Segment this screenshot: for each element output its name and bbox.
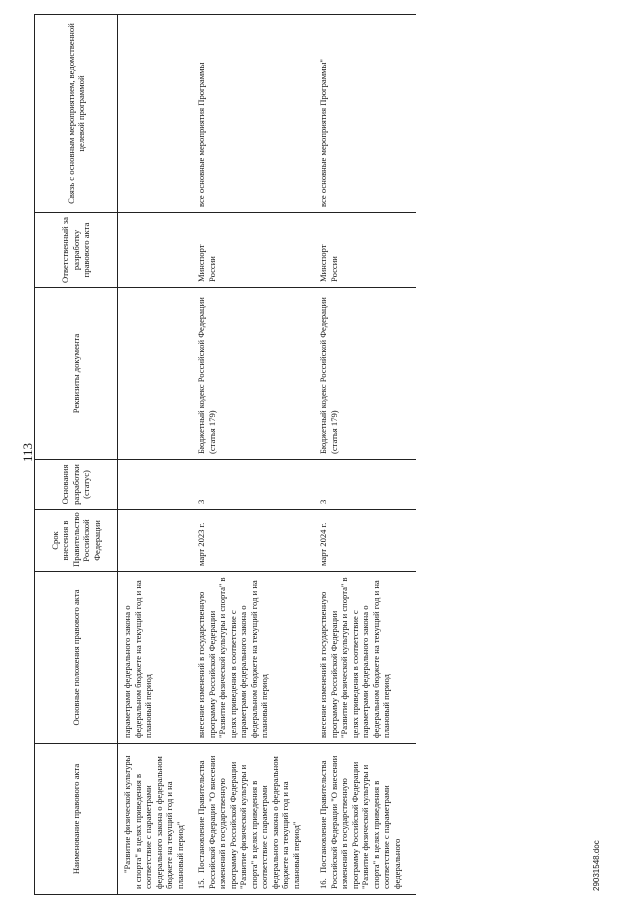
cell-provisions: параметрами федерального закона о федеральном бюджете на текущий год и на плановый период [118,572,194,744]
cell-name-text: Постановление Правительства Российской Федерации "О внесении изменений в государственную программу Российской Федерации "Развитие физической культуры и спорта" в целях приведения в соответствие с параметрами федерального [318,755,402,889]
cell-responsible: Минспорт России [315,213,416,288]
cell-name [193,744,315,895]
cell-details [118,288,194,460]
cell-name-text: "Развитие физической культуры и спорта" в целях приведения в соответствие с параметрами федерального закона о федеральном бюджете на текущий год и на плановый период" [122,755,185,889]
cell-deadline: март 2023 г. [193,510,315,572]
header-details: Реквизиты документа [35,288,118,460]
table-row [315,15,416,895]
cell-name [315,744,416,895]
cell-link: все основные мероприятия Программы" [315,15,416,213]
cell-details: Бюджетный кодекс Российской Федерации (статья 179) [193,288,315,460]
legal-acts-table [34,14,416,895]
cell-link [118,15,194,213]
cell-provisions: внесение изменений в государственную программу Российской Федерации "Развитие физической культуры и спорта" в целях приведения в соответствие с параметрами федерального закона о федеральном бюджете на текущий год и на плановый период [193,572,315,744]
header-name: Наименование правового акта [35,744,118,895]
cell-basis: 3 [315,460,416,510]
cell-basis: 3 [193,460,315,510]
cell-name-text: Постановление Правительства Российской Федерации "О внесении изменений в государственную программу Российской Федерации "Развитие физической культуры и спорта" в целях приведения в соответствие с параметрами федерального закона о федеральном бюджете на текущий год и на плановый период" [196,755,301,889]
table-row [193,15,315,895]
page-number: 113 [20,442,35,463]
file-name: 29031548.doc [592,840,601,891]
header-provisions: Основные положения правового акта [35,572,118,744]
row-number: 15. [196,878,206,889]
header-basis: Основания разработки (статус) [35,460,118,510]
header-responsible: Ответственный за разработку правового акта [35,213,118,288]
cell-details: Бюджетный кодекс Российской Федерации (статья 179) [315,288,416,460]
table-row-continuation [118,15,194,895]
header-link: Связь с основным мероприятием, ведомственной целевой программой [35,15,118,213]
cell-provisions: внесение изменений в государственную программу Российской Федерации "Развитие физической культуры и спорта" в целях приведения в соответствие с параметрами федерального закона о федеральном бюджете на текущий год и на плановый период [315,572,416,744]
cell-link: все основные мероприятия Программы [193,15,315,213]
cell-responsible [118,213,194,288]
cell-name [118,744,194,895]
row-number: 16. [318,878,328,889]
cell-deadline [118,510,194,572]
table-header-row [35,15,118,895]
cell-deadline: март 2024 г. [315,510,416,572]
cell-responsible: Минспорт России [193,213,315,288]
header-deadline: Срок внесения в Правительство Российской Федерации [35,510,118,572]
cell-basis [118,460,194,510]
